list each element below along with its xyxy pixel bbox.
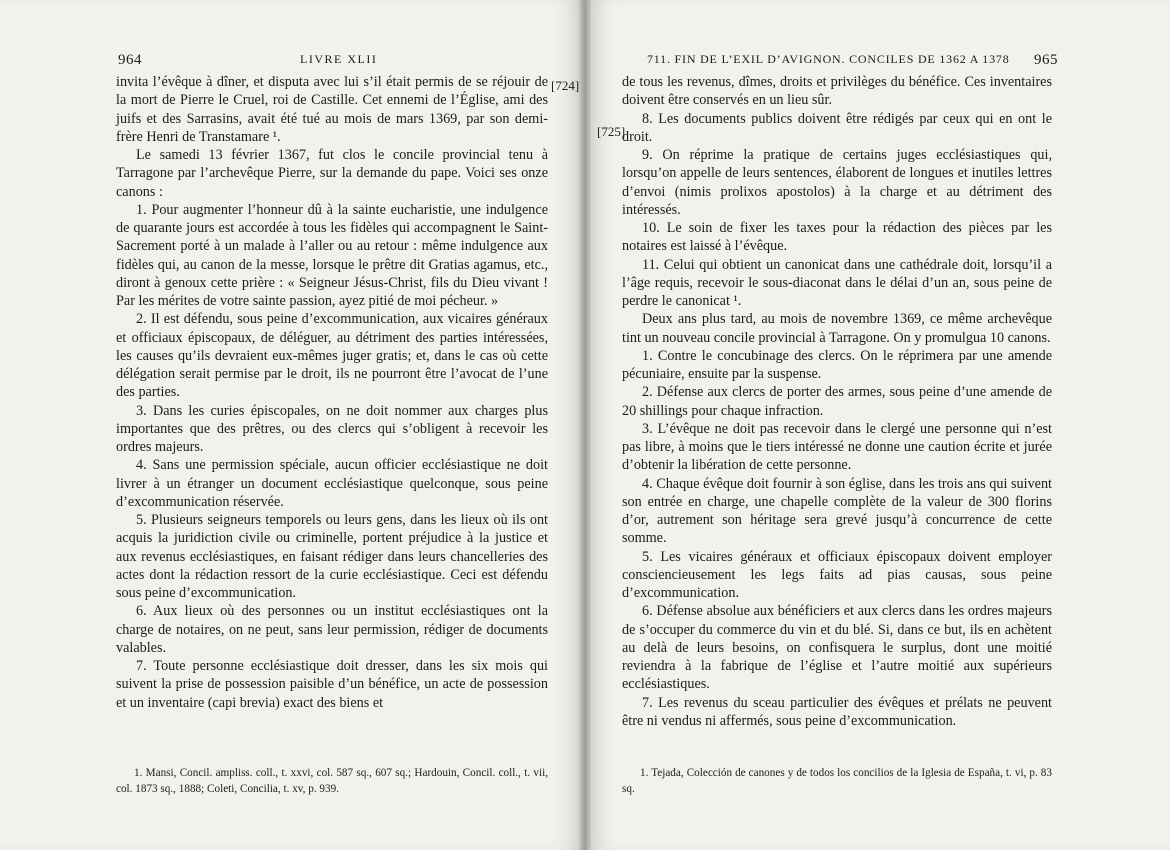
- canon-paragraph: 6. Aux lieux où des personnes ou un institut ecclésiastiques ont la charge de notaires, on ne peut, sans leur permission, rédiger de documents valables.: [116, 603, 548, 656]
- margin-page-reference: [724]: [551, 78, 580, 93]
- canon-paragraph: 3. L’évêque ne doit pas recevoir dans le clergé une personne qui n’est pas libre, à moins que le tiers intéressé ne donne une caution écrite et jurée d’obtenir la libération de cette personne.: [622, 420, 1052, 474]
- footnote-text: 1. Tejada, Colección de canones y de todos los concilios de la Iglesia de España, t. vi, p. 83 sq.: [622, 767, 1052, 795]
- margin-page-reference: [725]: [597, 124, 626, 139]
- footnote-text: 1. Mansi, Concil. ampliss. coll., t. xxvi, col. 587 sq., 607 sq.; Hardouin, Concil. coll., t. vii, col. 1873 sq., 1888; Coleti, Concilia, t. xv, p. 939.: [116, 767, 548, 795]
- canon-paragraph: 7. Les revenus du sceau particulier des évêques et prélats ne peuvent être ni vendus ni affermés, sous peine d’excommunication.: [622, 694, 1052, 729]
- canon-paragraph: 4. Sans une permission spéciale, aucun officier ecclésiastique ne doit livrer à un étranger un document ecclésiastique quelconque, sous peine d’excommunication réservée.: [116, 457, 548, 510]
- canon-paragraph: 7. Toute personne ecclésiastique doit dresser, dans les six mois qui suivent la prise de possession paisible d’un bénéfice, un acte de possession et un inventaire (capi brevia) exact des biens et: [116, 658, 548, 711]
- running-title: 711. FIN DE L’EXIL D’AVIGNON. CONCILES DE 1362 A 1378: [647, 52, 1010, 66]
- canon-paragraph: 1. Contre le concubinage des clercs. On le réprimera par une amende pécuniaire, ensuite par la suspense.: [622, 347, 1052, 382]
- page-number: 964: [118, 52, 142, 68]
- canon-paragraph: 2. Défense aux clercs de porter des armes, sous peine d’une amende de 20 shillings pour chaque infraction.: [622, 384, 1052, 419]
- book-gutter: [579, 0, 591, 850]
- footnote: [116, 765, 548, 797]
- canon-paragraph: 5. Plusieurs seigneurs temporels ou leurs gens, dans les lieux où ils ont acquis la juridiction civile ou criminelle, portent préjudice à la justice et aux revenus ecclésiastiques, en faisant rédiger dans leurs chancelleries des actes dont la rédaction ressort de la curie ecclésiastique. Ceci est défendu sous peine d’excommunication.: [116, 512, 548, 601]
- footnote: [622, 765, 1052, 797]
- running-title: LIVRE XLII: [300, 52, 378, 66]
- canon-paragraph: 3. Dans les curies épiscopales, on ne doit nommer aux charges plus importantes que des prêtres, ou des clercs qui s’obligent à recevoir les ordres majeurs.: [116, 402, 548, 455]
- canon-paragraph: 1. Pour augmenter l’honneur dû à la sainte eucharistie, une indulgence de quarante jours est accordée à tous les fidèles qui accompagnent le Saint-Sacrement porté à un malade à l’aller ou au retour : même indulgence aux fidèles qui, au canon de la messe, lorsque le prêtre dit Gratias agamus, etc., diront à genoux cette prière : « Seigneur Jésus-Christ, fils du Dieu vivant ! Par les mérites de votre sainte passion, ayez pitié de moi pécheur. »: [116, 201, 548, 309]
- canon-paragraph: 6. Défense absolue aux bénéficiers et aux clercs dans les ordres majeurs de s’occuper du commerce du vin et du blé. Si, dans ce but, ils en achètent au delà de leurs besoins, on confisquera le surplus, dont une moitié reviendra à la fabrique de l’église et l’autre moitié aux supérieurs ecclésiastiques.: [622, 603, 1052, 693]
- body-text: [116, 73, 548, 712]
- page-number: 965: [1034, 52, 1058, 68]
- paragraph: de tous les revenus, dîmes, droits et privilèges du bénéfice. Ces inventaires doivent être conservés en un lieu sûr.: [622, 74, 1052, 109]
- canon-paragraph: 11. Celui qui obtient un canonicat dans une cathédrale doit, lorsqu’il a l’âge requis, recevoir le sous-diaconat dans le délai d’un an, sous peine de perdre le canonicat ¹.: [622, 256, 1052, 309]
- body-text: [622, 73, 1052, 730]
- canon-paragraph: 2. Il est défendu, sous peine d’excommunication, aux vicaires généraux et officiaux épiscopaux, de déléguer, au détriment des parties intéressées, les causes qu’ils devraient eux-mêmes juger gratis; et, dans le cas où cette délégation serait permise par le droit, ils ne pourront être l’avocat de l’une des parties.: [116, 311, 548, 401]
- canon-paragraph: 9. On réprime la pratique de certains juges ecclésiastiques qui, lorsqu’on appelle de leurs sentences, élaborent de longues et inutiles lettres d’envoi (nimis prolixos apostolos) à la charge et au détriment des intéressés.: [622, 147, 1052, 218]
- paragraph: invita l’évêque à dîner, et disputa avec lui s’il était permis de se réjouir de la mort de Pierre le Cruel, roi de Castille. Cet ennemi de l’Église, ami des juifs et des Sarrasins, avait été tué au mois de mars 1369, par son demi-frère Henri de Transtamare ¹.: [116, 74, 548, 145]
- canon-paragraph: 10. Le soin de fixer les taxes pour la rédaction des pièces par les notaires est laissé à l’évêque.: [622, 220, 1052, 255]
- canon-paragraph: 8. Les documents publics doivent être rédigés par ceux qui en ont le droit.: [622, 110, 1052, 145]
- canon-paragraph: 5. Les vicaires généraux et officiaux épiscopaux doivent employer consciencieusement les legs faits ad pias causas, sous peine d’excommunication.: [622, 548, 1052, 601]
- paragraph: Deux ans plus tard, au mois de novembre 1369, ce même archevêque tint un nouveau concile provincial à Tarragone. On y promulgua 10 canons.: [622, 311, 1052, 346]
- canon-paragraph: 4. Chaque évêque doit fournir à son église, dans les trois ans qui suivent son entrée en charge, une chapelle complète de la valeur de 300 florins d’or, autrement son héritage sera grevé jusqu’à concurrence de cette somme.: [622, 475, 1052, 547]
- paragraph: Le samedi 13 février 1367, fut clos le concile provincial tenu à Tarragone par l’archevêque Pierre, sur la demande du pape. Voici ses onze canons :: [116, 147, 548, 200]
- right-page: [585, 0, 1170, 850]
